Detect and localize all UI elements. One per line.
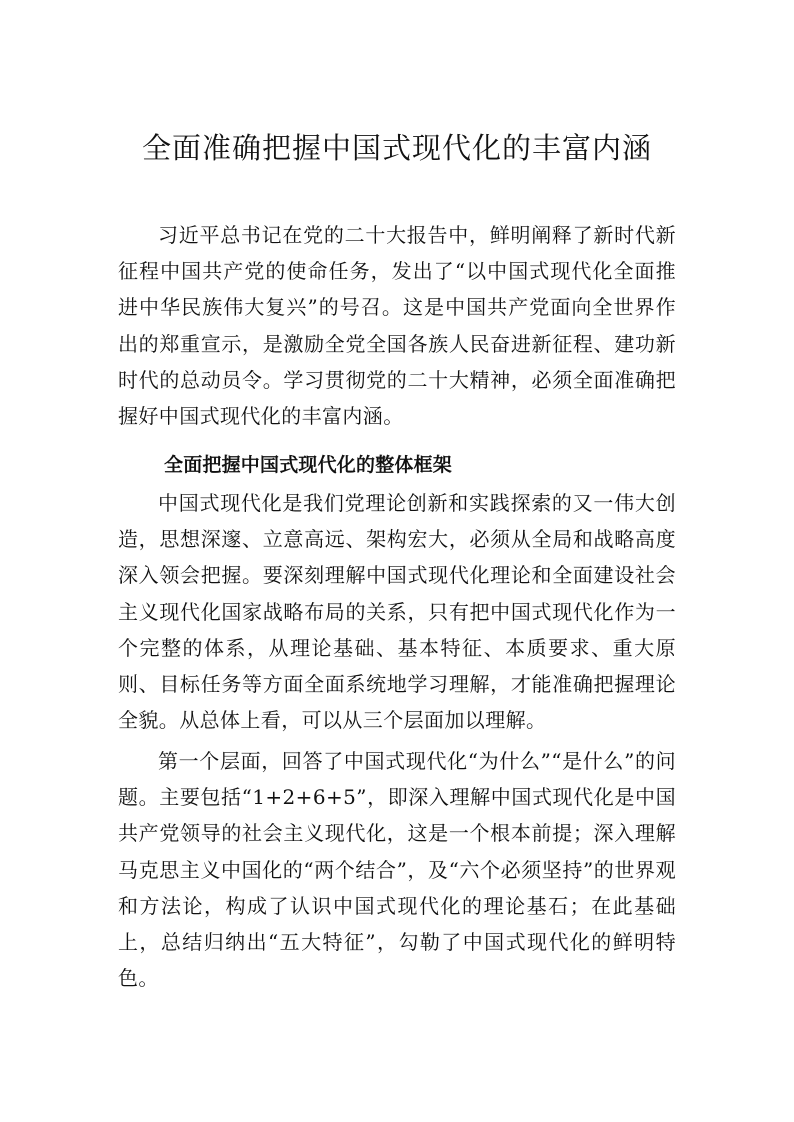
paragraph-framework: 中国式现代化是我们党理论创新和实践探索的又一伟大创造，思想深邃、立意高远、架构宏大，必须从全局和战略高度深入领会把握。要深刻理解中国式现代化理论和全面建设社会主义现代化国家战略布局的关系，只有把中国式现代化作为一个完整的体系，从理论基础、基本特征、本质要求、重大原则、目标任务等方面全面系统地学习理解，才能准确把握理论全貌。从总体上看，可以从三个层面加以理解。	[118, 491, 676, 733]
paragraph-intro: 习近平总书记在党的二十大报告中，鲜明阐释了新时代新征程中国共产党的使命任务，发出了“以中国式现代化全面推进中华民族伟大复兴”的号召。这是中国共产党面向全世界作出的郑重宣示，是激励全党全国各族人民奋进新征程、建功新时代的总动员令。学习贯彻党的二十大精神，必须全面准确把握好中国式现代化的丰富内涵。	[118, 223, 676, 429]
section-heading: 全面把握中国式现代化的整体框架	[164, 454, 453, 476]
paragraph-first-level: 第一个层面，回答了中国式现代化“为什么”“是什么”的问题。主要包括“1+2+6+5”，即深入理解中国式现代化是中国共产党领导的社会主义现代化，这是一个根本前提；深入理解马克思主义中国化的“两个结合”，及“六个必须坚持”的世界观和方法论，构成了认识中国式现代化的理论基石；在此基础上，总结归纳出“五大特征”，勾勒了中国式现代化的鲜明特色。	[118, 749, 676, 991]
document-title: 全面准确把握中国式现代化的丰富内涵	[141, 131, 652, 165]
